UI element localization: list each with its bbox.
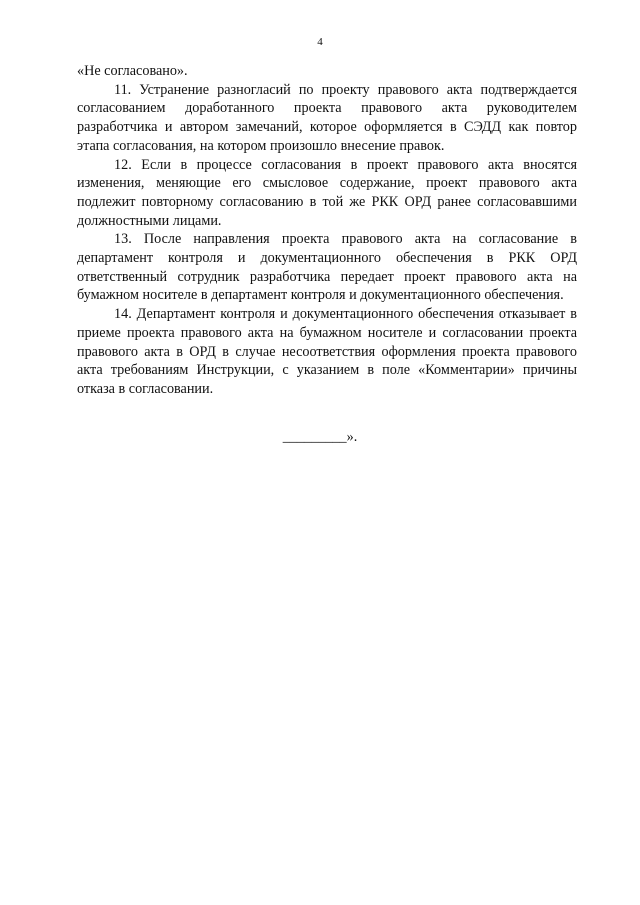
paragraph-item-14: 14. Департамент контроля и документационного обеспечения отказывает в приеме проекта правового акта на бумажном носителе и согласовании проекта правового акта в ОРД в случае несоответствия оформления проекта правового акта требованиям Инструкции, с указанием в поле «Комментарии» причины отказа в согласовании. — [77, 306, 577, 397]
document-body — [77, 62, 577, 399]
paragraph-item-12: 12. Если в процессе согласования в проект правового акта вносятся изменения, меняющие его смысловое содержание, проект правового акта подлежит повторному согласованию в той же РКК ОРД ранее согласовавшими должностными лицами. — [77, 156, 577, 229]
closing-mark: _________». — [282, 429, 358, 445]
paragraph-item-13: 13. После направления проекта правового акта на согласование в департамент контроля и документационного обеспечения в РКК ОРД ответственный сотрудник разработчика передает проект правового акта на бумажном носителе в департамент контроля и документационного обеспечения. — [77, 231, 577, 304]
paragraph-item-11: 11. Устранение разногласий по проекту правового акта подтверждается согласованием доработанного проекта правового акта руководителем разработчика и автором замечаний, которое оформляется в СЭДД как повтор этапа согласования, на котором произошло внесение правок. — [77, 81, 577, 154]
paragraph-continuation: «Не согласовано». — [77, 63, 188, 79]
page-number: 4 — [317, 36, 323, 48]
